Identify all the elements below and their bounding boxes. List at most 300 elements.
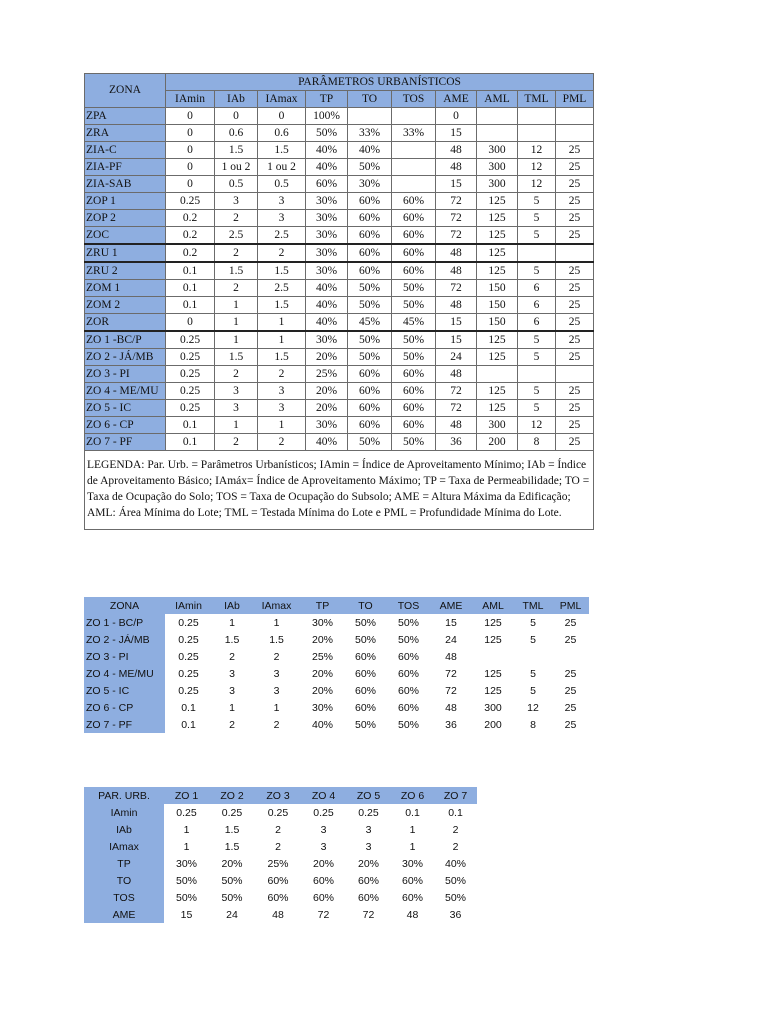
table-row	[85, 159, 594, 176]
zone-cell: ZOM 2	[85, 297, 166, 314]
value-cell: 5	[518, 262, 556, 280]
value-cell: 5	[518, 227, 556, 245]
value-cell: 60%	[354, 650, 376, 663]
column-header-row	[84, 787, 477, 804]
value-cell: 0.5	[215, 176, 258, 193]
value-cell: 50%	[354, 633, 376, 646]
value-cell: 50%	[392, 349, 436, 366]
zone-cell: ZO 2 - JÁ/MB	[85, 349, 166, 366]
value-cell: 20%	[306, 383, 348, 400]
value-cell: 3	[258, 193, 306, 210]
value-cell: 125	[477, 210, 518, 227]
value-cell: 300	[477, 159, 518, 176]
table-row	[85, 125, 594, 142]
value-cell: 60%	[348, 417, 392, 434]
zone-cell: ZIA-C	[85, 142, 166, 159]
value-cell: 30%	[311, 701, 333, 714]
value-cell: 48	[436, 159, 477, 176]
column-header: ZO 1	[164, 787, 209, 804]
value-cell: 30%	[175, 857, 197, 870]
value-cell: 5	[518, 383, 556, 400]
value-cell: 48	[436, 366, 477, 383]
value-cell: 6	[518, 314, 556, 332]
value-cell: 36	[436, 434, 477, 451]
value-cell: 50%	[397, 718, 419, 731]
value-cell: 1.5	[269, 633, 284, 646]
value-cell: 6	[518, 280, 556, 297]
value-cell: 150	[477, 297, 518, 314]
table-row	[85, 193, 594, 210]
urban-parameters-table	[84, 73, 594, 530]
value-cell: 60%	[348, 227, 392, 245]
value-cell	[392, 108, 436, 125]
zone-cell: ZOR	[85, 314, 166, 332]
value-cell: 60%	[267, 891, 289, 904]
value-cell: 0	[166, 108, 215, 125]
zone-cell: ZIA-PF	[85, 159, 166, 176]
column-header: IAmax	[252, 597, 301, 614]
value-cell: 1	[229, 701, 235, 714]
value-cell: 15	[445, 616, 457, 629]
zone-cell: ZOM 1	[85, 280, 166, 297]
zone-cell: ZRA	[85, 125, 166, 142]
value-cell: 12	[518, 159, 556, 176]
value-cell: 72	[436, 400, 477, 417]
value-cell: 0.25	[178, 616, 199, 629]
value-cell: 40%	[306, 434, 348, 451]
value-cell: 50%	[348, 331, 392, 349]
value-cell: 72	[436, 193, 477, 210]
value-cell: 40%	[444, 857, 466, 870]
value-cell: 60%	[354, 684, 376, 697]
value-cell: 25	[556, 383, 594, 400]
value-cell: 72	[436, 227, 477, 245]
value-cell: 2	[258, 244, 306, 262]
value-cell: 20%	[306, 400, 348, 417]
value-cell: 0.25	[358, 806, 379, 819]
value-cell: 25	[564, 718, 577, 731]
value-cell: 1	[409, 840, 416, 853]
value-cell: 0	[166, 159, 215, 176]
value-cell: 2	[229, 718, 235, 731]
column-header: TO	[348, 91, 392, 108]
column-header: TOS	[392, 91, 436, 108]
value-cell: 0.25	[178, 650, 199, 663]
table-row	[85, 400, 594, 417]
value-cell: 3	[258, 210, 306, 227]
value-cell: 25	[556, 227, 594, 245]
value-cell: 0.25	[166, 383, 215, 400]
value-cell: 1.5	[258, 349, 306, 366]
column-header: TML	[514, 597, 552, 614]
value-cell: 50%	[392, 297, 436, 314]
value-cell: 72	[436, 383, 477, 400]
zo-zones-table	[84, 597, 589, 733]
value-cell: 1	[258, 417, 306, 434]
column-header-row	[84, 597, 589, 614]
table-row	[85, 297, 594, 314]
value-cell: 2	[258, 434, 306, 451]
zone-cell: ZOC	[85, 227, 166, 245]
value-cell: 25	[556, 331, 594, 349]
column-header: ZO 4	[301, 787, 346, 804]
table-row	[85, 366, 594, 383]
value-cell: 30%	[306, 331, 348, 349]
value-cell: 60%	[348, 210, 392, 227]
value-cell	[518, 244, 556, 262]
value-cell: 125	[484, 616, 502, 629]
column-header: ZO 2	[209, 787, 255, 804]
table-row	[84, 872, 477, 889]
column-header: ZO 5	[346, 787, 391, 804]
zone-cell: ZOP 2	[85, 210, 166, 227]
value-cell: 3	[320, 823, 327, 836]
value-cell: 25	[556, 176, 594, 193]
value-cell: 25%	[311, 650, 333, 663]
value-cell: 12	[518, 417, 556, 434]
value-cell: 60%	[306, 176, 348, 193]
value-cell	[556, 366, 594, 383]
value-cell: 3	[273, 667, 280, 680]
zone-cell: ZO 1 -BC/P	[85, 331, 166, 349]
value-cell: 125	[484, 633, 502, 646]
value-cell: 20%	[306, 349, 348, 366]
value-cell	[392, 142, 436, 159]
table-row	[84, 716, 589, 733]
param-cell: TP	[84, 855, 164, 872]
value-cell: 2	[215, 244, 258, 262]
value-cell: 20%	[221, 857, 243, 870]
value-cell: 50%	[354, 718, 376, 731]
value-cell: 25%	[267, 857, 289, 870]
value-cell: 25	[556, 297, 594, 314]
value-cell: 50%	[348, 434, 392, 451]
value-cell: 60%	[392, 262, 436, 280]
value-cell: 60%	[354, 667, 376, 680]
value-cell: 40%	[306, 142, 348, 159]
value-cell	[477, 108, 518, 125]
value-cell: 20%	[312, 857, 334, 870]
zone-cell: ZO 2 - JÁ/MB	[84, 631, 165, 648]
value-cell: 45%	[392, 314, 436, 332]
value-cell: 20%	[357, 857, 379, 870]
value-cell: 1	[258, 331, 306, 349]
zone-cell: ZO 3 - PI	[85, 366, 166, 383]
value-cell: 15	[436, 314, 477, 332]
zone-cell: ZO 7 - PF	[85, 434, 166, 451]
value-cell	[556, 125, 594, 142]
value-cell: 15	[180, 908, 193, 921]
table-row	[85, 383, 594, 400]
legend-text: LEGENDA: Par. Urb. = Parâmetros Urbanísticos; IAmin = Índice de Aproveitamento Mínimo; IAb = Índice de Aproveitamento Básico; IAmáx= Índice de Aproveitamento Máximo; TP = Taxa de Permeabilidade; TO = Taxa de Ocupação do Solo; TOS = Taxa de Ocupação do Subsolo; AME = Altura Máxima da Edificação; AML: Área Mínima do Lote; TML = Testada Mínima do Lote e PML = Profundidade Mínima do Lote.	[85, 451, 594, 530]
value-cell: 125	[484, 684, 502, 697]
zone-cell: ZPA	[85, 108, 166, 125]
value-cell: 24	[445, 633, 457, 646]
zone-cell: ZO 7 - PF	[84, 716, 165, 733]
column-header: PML	[552, 597, 589, 614]
value-cell	[477, 125, 518, 142]
value-cell: 60%	[392, 227, 436, 245]
value-cell: 60%	[267, 874, 289, 887]
value-cell: 3	[320, 840, 327, 853]
value-cell	[556, 244, 594, 262]
value-cell	[518, 125, 556, 142]
value-cell: 50%	[392, 434, 436, 451]
value-cell: 125	[477, 349, 518, 366]
column-header: AML	[477, 91, 518, 108]
value-cell: 50%	[221, 874, 243, 887]
value-cell: 25	[556, 193, 594, 210]
value-cell: 0	[166, 125, 215, 142]
value-cell: 60%	[348, 383, 392, 400]
value-cell: 1.5	[258, 142, 306, 159]
zone-cell: ZOP 1	[85, 193, 166, 210]
value-cell	[514, 648, 552, 665]
value-cell: 60%	[401, 891, 423, 904]
column-header: AML	[472, 597, 514, 614]
zone-cell: ZO 5 - IC	[85, 400, 166, 417]
value-cell: 12	[527, 701, 539, 714]
value-cell: 2	[452, 840, 459, 853]
value-cell: 50%	[175, 874, 197, 887]
value-cell	[552, 648, 589, 665]
value-cell: 0.2	[166, 244, 215, 262]
value-cell: 60%	[401, 874, 423, 887]
table-row	[85, 244, 594, 262]
value-cell: 0.25	[176, 806, 197, 819]
value-cell: 150	[477, 314, 518, 332]
value-cell: 1	[183, 823, 190, 836]
value-cell: 60%	[392, 210, 436, 227]
param-cell: IAb	[84, 821, 164, 838]
value-cell: 0.25	[166, 400, 215, 417]
value-cell: 50%	[306, 125, 348, 142]
value-cell: 45%	[348, 314, 392, 332]
value-cell: 1	[229, 616, 235, 629]
table-row	[84, 614, 589, 631]
zone-cell: ZO 3 - PI	[84, 648, 165, 665]
value-cell: 25	[556, 142, 594, 159]
value-cell: 0.25	[178, 667, 199, 680]
value-cell: 48	[436, 142, 477, 159]
value-cell: 8	[530, 718, 536, 731]
value-cell: 5	[518, 210, 556, 227]
column-header: TOS	[387, 597, 430, 614]
value-cell: 125	[477, 244, 518, 262]
value-cell: 50%	[392, 331, 436, 349]
value-cell: 60%	[357, 874, 379, 887]
value-cell: 3	[215, 400, 258, 417]
value-cell: 24	[436, 349, 477, 366]
value-cell: 1	[183, 840, 190, 853]
value-cell: 25	[556, 434, 594, 451]
value-cell: 12	[518, 176, 556, 193]
value-cell: 15	[436, 125, 477, 142]
value-cell: 0.25	[221, 806, 243, 819]
param-cell: AME	[84, 906, 164, 923]
column-header: PAR. URB.	[84, 787, 164, 804]
value-cell: 20%	[311, 667, 333, 680]
value-cell: 2	[229, 650, 235, 663]
value-cell: 5	[530, 667, 536, 680]
value-cell: 36	[449, 908, 462, 921]
value-cell: 33%	[348, 125, 392, 142]
value-cell: 2	[452, 823, 459, 836]
value-cell: 60%	[354, 701, 376, 714]
value-cell: 1.5	[224, 633, 240, 646]
value-cell: 3	[229, 684, 235, 697]
value-cell: 12	[518, 142, 556, 159]
value-cell: 50%	[354, 616, 376, 629]
value-cell: 0.1	[166, 434, 215, 451]
value-cell: 20%	[311, 633, 333, 646]
value-cell: 8	[518, 434, 556, 451]
value-cell: 48	[445, 701, 457, 714]
value-cell	[392, 159, 436, 176]
value-cell: 36	[445, 718, 457, 731]
value-cell: 125	[477, 227, 518, 245]
value-cell: 2	[275, 840, 281, 853]
value-cell: 6	[518, 297, 556, 314]
value-cell: 0.6	[258, 125, 306, 142]
value-cell: 2.5	[215, 227, 258, 245]
value-cell: 5	[530, 633, 536, 646]
value-cell: 1	[258, 314, 306, 332]
value-cell: 3	[215, 383, 258, 400]
value-cell: 60%	[348, 400, 392, 417]
value-cell: 300	[484, 701, 502, 714]
value-cell: 60%	[397, 684, 419, 697]
value-cell: 50%	[392, 280, 436, 297]
value-cell: 2.5	[258, 227, 306, 245]
column-header: ZONA	[84, 597, 165, 614]
value-cell: 25	[564, 667, 577, 680]
column-header: TO	[344, 597, 387, 614]
value-cell: 25	[564, 684, 577, 697]
value-cell: 300	[477, 142, 518, 159]
value-cell: 25	[556, 210, 594, 227]
value-cell: 48	[436, 297, 477, 314]
value-cell: 2	[215, 210, 258, 227]
table-row	[85, 176, 594, 193]
table-row	[85, 210, 594, 227]
table-row	[84, 631, 589, 648]
column-header: IAb	[212, 597, 252, 614]
value-cell: 40%	[306, 314, 348, 332]
value-cell: 0.1	[166, 262, 215, 280]
value-cell: 50%	[397, 633, 419, 646]
value-cell: 25	[556, 262, 594, 280]
value-cell: 30%	[306, 210, 348, 227]
value-cell: 0.25	[267, 806, 289, 819]
value-cell: 3	[258, 383, 306, 400]
value-cell: 125	[477, 331, 518, 349]
value-cell: 25	[556, 400, 594, 417]
value-cell: 2	[273, 650, 280, 663]
value-cell: 60%	[392, 193, 436, 210]
value-cell: 1.5	[215, 142, 258, 159]
table-row	[85, 227, 594, 245]
value-cell: 0	[166, 142, 215, 159]
value-cell: 30%	[311, 616, 333, 629]
value-cell: 60%	[312, 874, 334, 887]
value-cell: 33%	[392, 125, 436, 142]
value-cell: 30%	[306, 244, 348, 262]
param-cell: TOS	[84, 889, 164, 906]
value-cell	[348, 108, 392, 125]
value-cell: 5	[518, 349, 556, 366]
value-cell	[518, 366, 556, 383]
value-cell: 2.5	[258, 280, 306, 297]
table-row	[85, 314, 594, 332]
value-cell: 25	[556, 159, 594, 176]
value-cell: 5	[518, 331, 556, 349]
table-body	[84, 804, 477, 923]
column-header: TP	[306, 91, 348, 108]
value-cell	[518, 108, 556, 125]
value-cell: 1	[215, 297, 258, 314]
value-cell: 25	[556, 349, 594, 366]
value-cell: 0	[166, 176, 215, 193]
value-cell: 30%	[348, 176, 392, 193]
value-cell: 0	[258, 108, 306, 125]
value-cell: 0.1	[181, 701, 196, 714]
table-row	[84, 682, 589, 699]
group-header: PARÂMETROS URBANÍSTICOS	[166, 74, 594, 91]
value-cell: 0.1	[448, 806, 463, 819]
column-header: TML	[518, 91, 556, 108]
value-cell: 1	[215, 314, 258, 332]
value-cell: 0.2	[166, 210, 215, 227]
zone-cell: ZRU 1	[85, 244, 166, 262]
column-header: PML	[556, 91, 594, 108]
value-cell: 2	[215, 366, 258, 383]
table-row	[85, 331, 594, 349]
value-cell: 1 ou 2	[258, 159, 306, 176]
column-header: IAmin	[165, 597, 212, 614]
zona-header: ZONA	[85, 74, 166, 108]
value-cell: 125	[484, 667, 502, 680]
value-cell: 0.2	[166, 227, 215, 245]
value-cell: 25	[556, 417, 594, 434]
value-cell: 0	[215, 108, 258, 125]
table-body	[85, 108, 594, 451]
table-row	[85, 417, 594, 434]
value-cell: 50%	[444, 874, 466, 887]
value-cell	[556, 108, 594, 125]
value-cell: 5	[530, 616, 536, 629]
value-cell: 30%	[306, 262, 348, 280]
table-row	[84, 889, 477, 906]
value-cell: 2	[215, 280, 258, 297]
value-cell: 1.5	[215, 349, 258, 366]
value-cell: 1.5	[258, 262, 306, 280]
value-cell: 0.1	[166, 417, 215, 434]
value-cell: 48	[445, 650, 457, 663]
table-row	[85, 349, 594, 366]
value-cell: 2	[258, 366, 306, 383]
value-cell	[472, 648, 514, 665]
value-cell: 3	[215, 193, 258, 210]
value-cell: 0.25	[166, 349, 215, 366]
value-cell: 48	[436, 244, 477, 262]
value-cell: 300	[477, 176, 518, 193]
value-cell: 60%	[392, 400, 436, 417]
value-cell: 5	[518, 193, 556, 210]
value-cell: 60%	[392, 417, 436, 434]
value-cell: 72	[436, 210, 477, 227]
value-cell: 1.5	[215, 262, 258, 280]
